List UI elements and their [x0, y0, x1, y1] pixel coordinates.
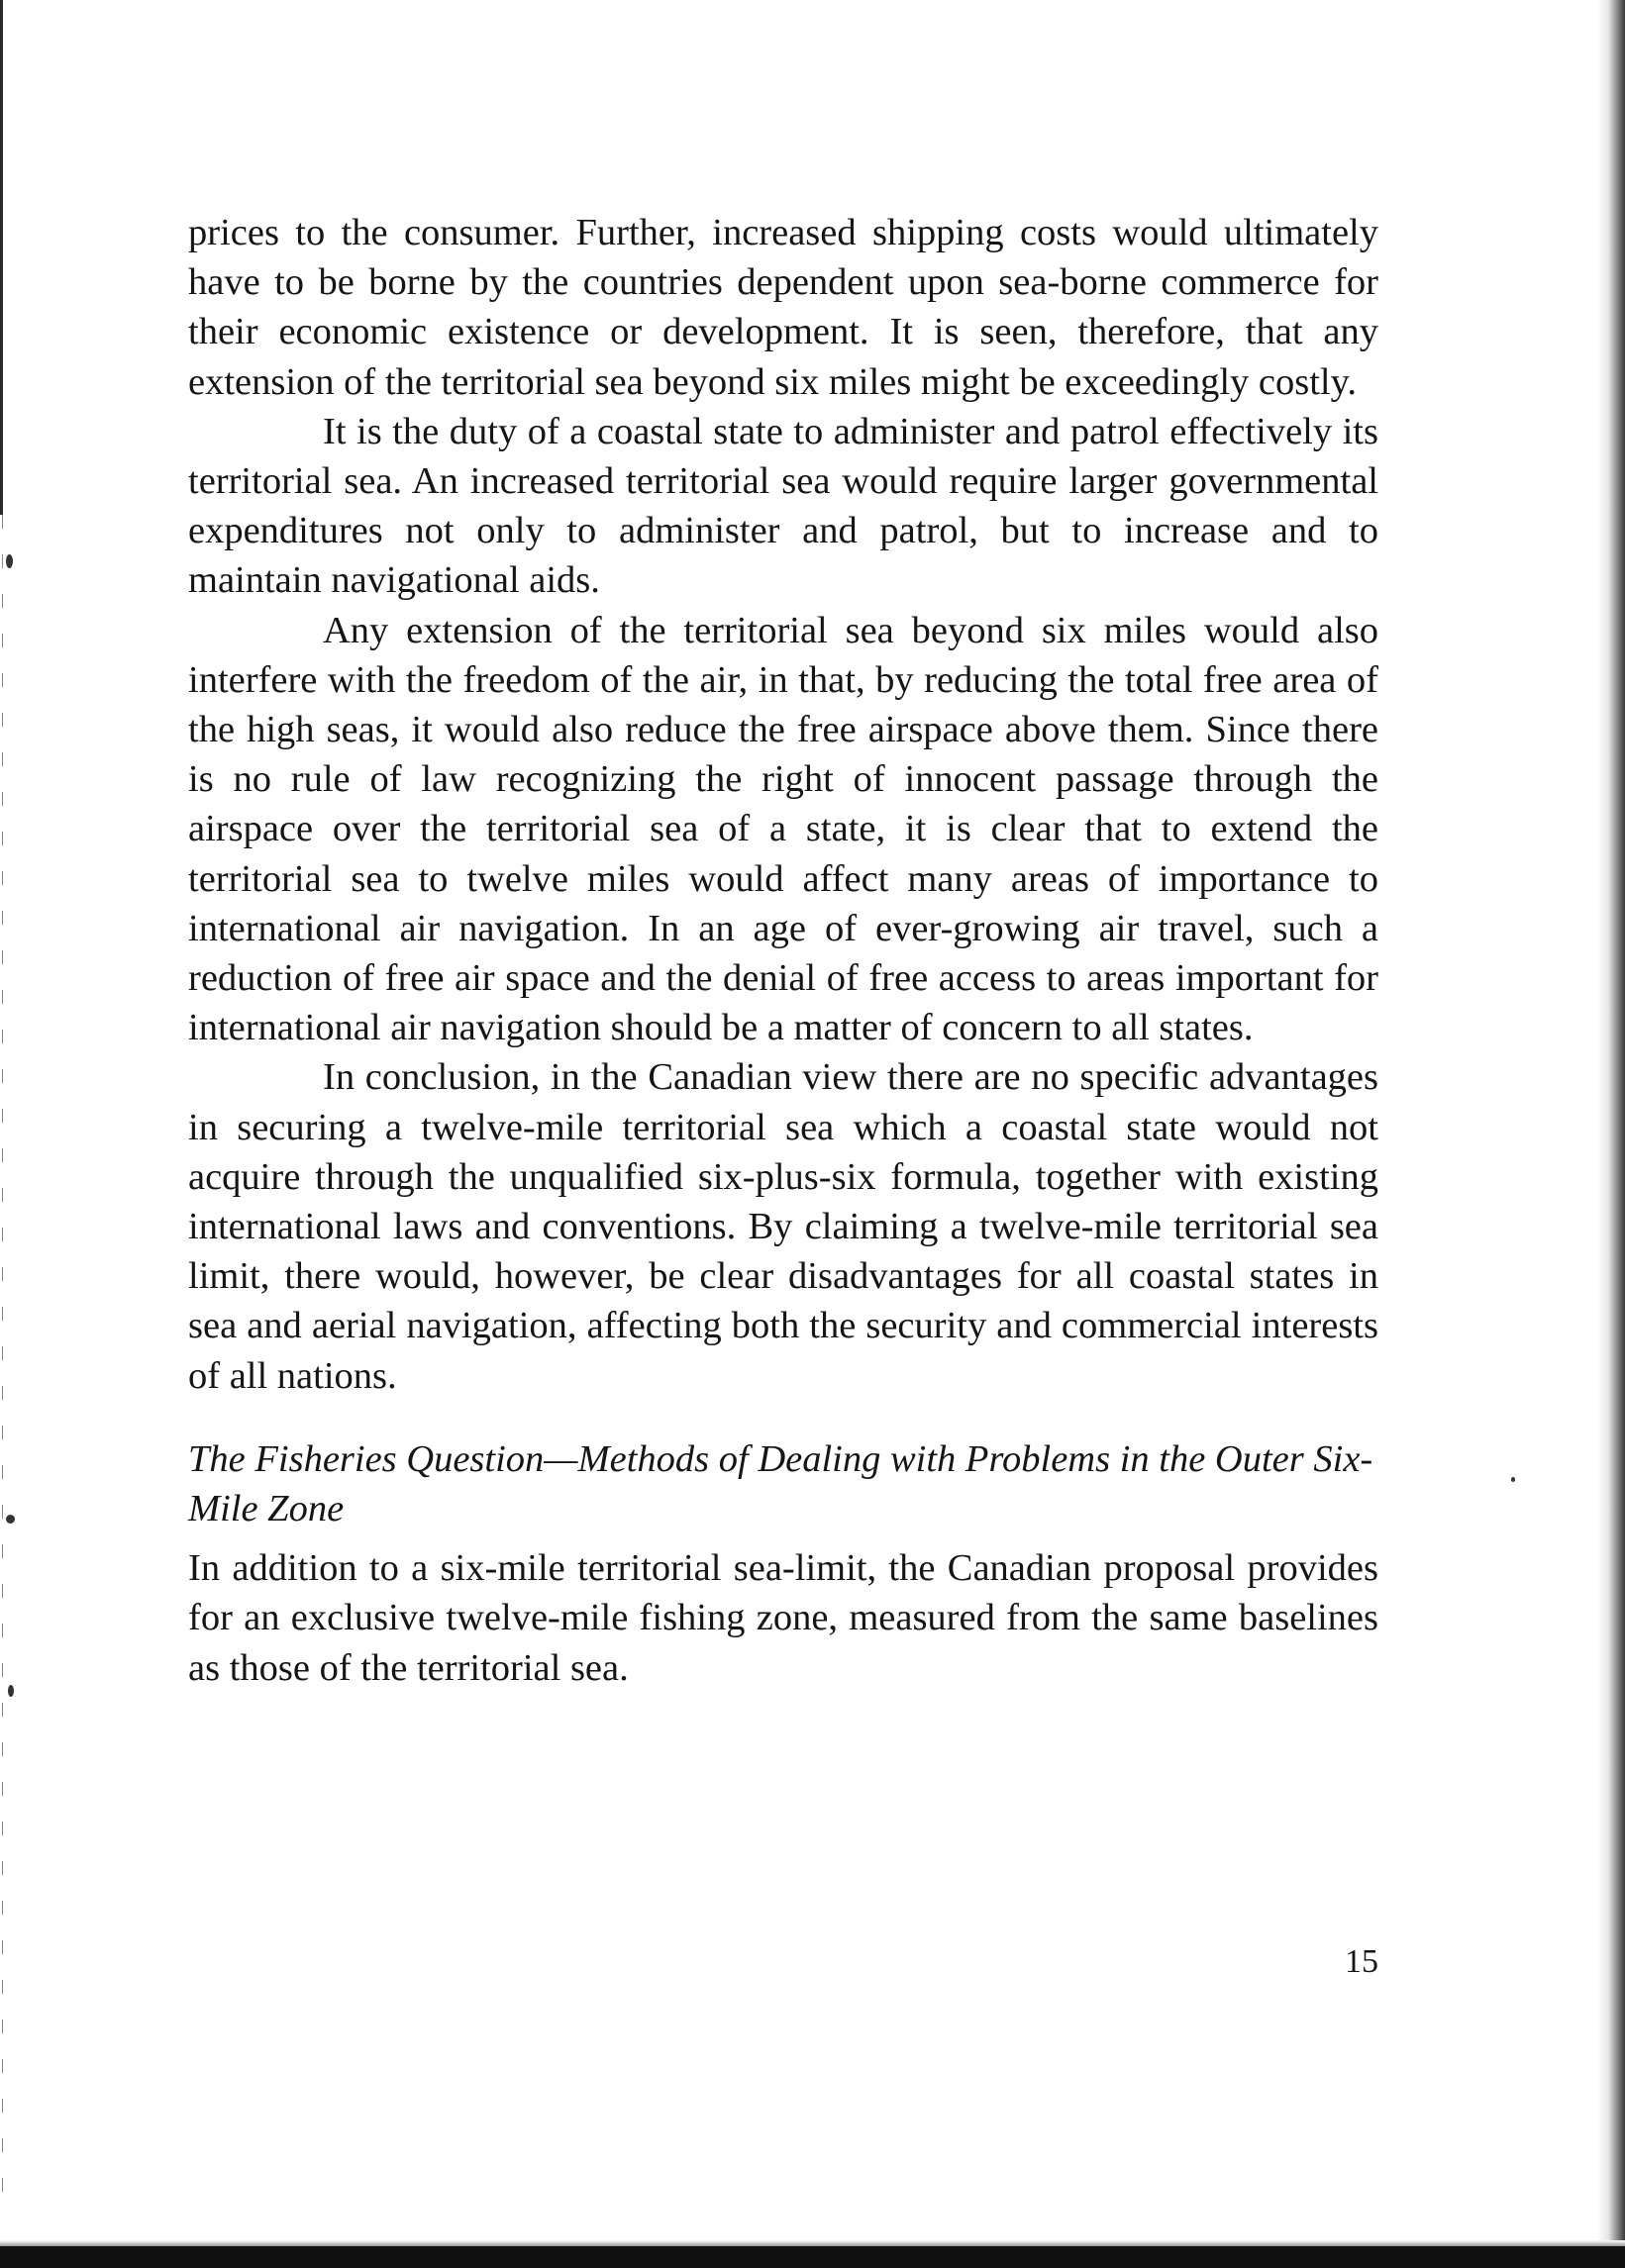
- paragraph: In conclusion, in the Canadian view there are no specific advantages in securing a twelve-mile territorial sea which a coastal state would not acquire through the unqualified six-plus-six formula, together with existing international laws and conventions. By claiming a twelve-mile territorial sea limit, there would, however, be clear disadvantages for all coastal states in sea and aerial navigation, affecting both the security and commercial interests of all nations.: [188, 1056, 1378, 1397]
- paragraph: In addition to a six-mile territorial sea-limit, the Canadian proposal provides for an exclusive twelve-mile fishing zone, measured from the same baselines as those of the territorial sea.: [188, 1547, 1378, 1689]
- paragraph: prices to the consumer. Further, increased shipping costs would ultimately have to be borne by the countries dependent upon sea-borne commerce for their economic existence or development. It is seen, therefore, that any extension of the territorial sea beyond six miles might be exceedingly costly.: [188, 212, 1378, 403]
- body-text: [188, 208, 1378, 1693]
- bottom-edge-shadow: [0, 2246, 1625, 2268]
- scan-speck: [6, 1515, 15, 1524]
- page-number: 15: [1345, 1943, 1378, 1980]
- scan-speck: [8, 1685, 14, 1697]
- paragraph: It is the duty of a coastal state to administer and patrol effectively its territorial sea. An increased territorial sea would require larger governmental expenditures not only to administer and patrol, but to increase and to maintain navigational aids.: [188, 410, 1378, 602]
- page-edge-shadow: [1597, 0, 1625, 2268]
- binding-edge-marks: [2, 515, 3, 2198]
- section-heading: The Fisheries Question—Methods of Dealing with Problems in the Outer Six-Mile Zone: [188, 1437, 1373, 1530]
- paragraph: Any extension of the territorial sea beyond six miles would also interfere with the freedom of the air, in that, by reducing the total free area of the high seas, it would also reduce the free airspace above them. Since there is no rule of law recognizing the right of innocent passage through the airspace over the territorial sea of a state, it is clear that to extend the territorial sea to twelve miles would affect many areas of importance to international air navigation. In an age of ever-growing air travel, such a reduction of free air space and the denial of free access to areas important for international air navigation should be a matter of concern to all states.: [188, 609, 1378, 1049]
- scan-speck: [6, 554, 13, 568]
- binding-edge: [0, 0, 3, 515]
- scan-speck: [1511, 1477, 1515, 1482]
